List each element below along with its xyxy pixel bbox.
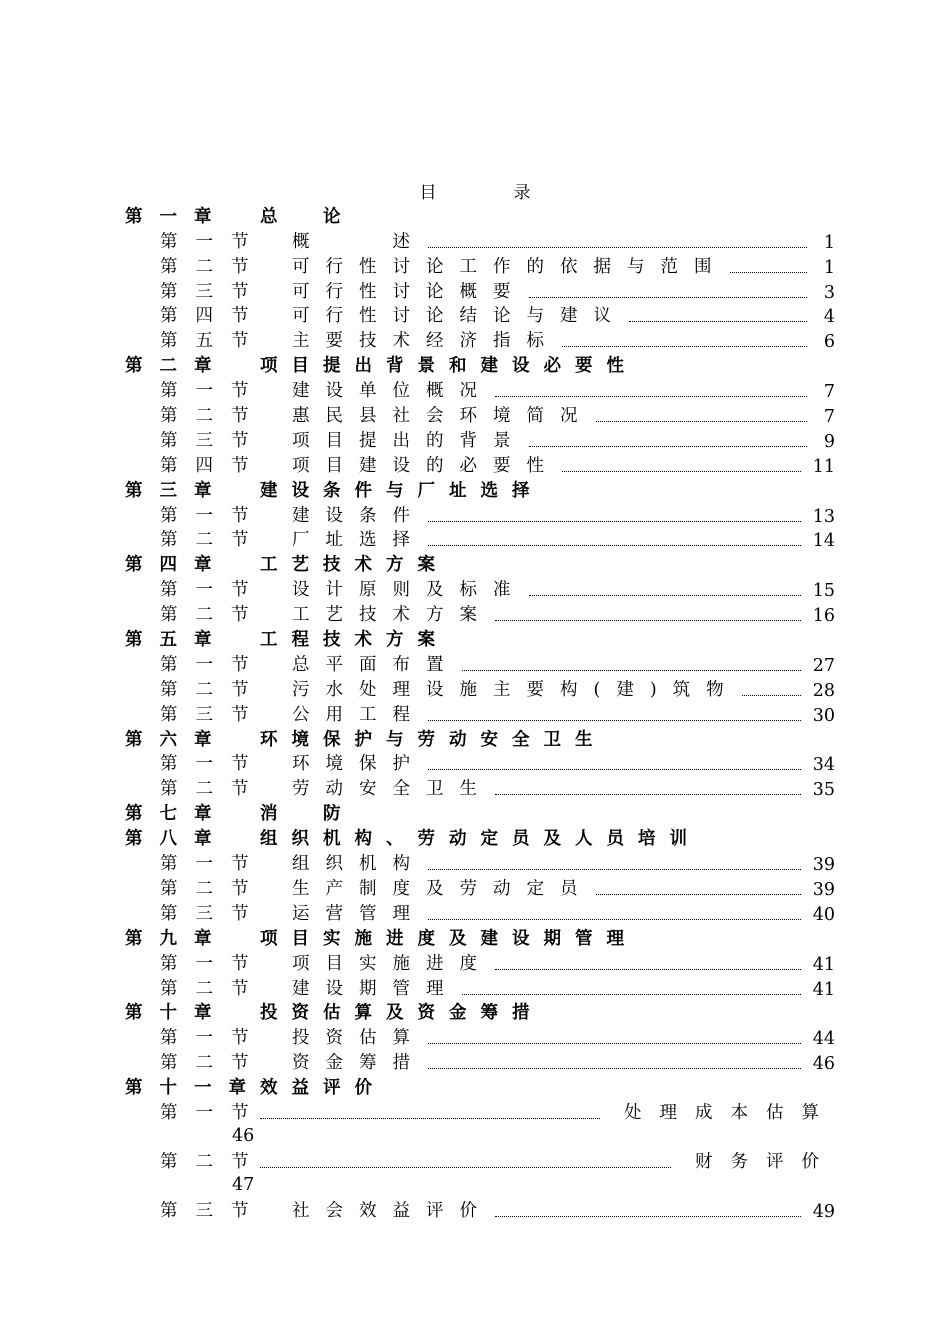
section-number: 第一节 bbox=[160, 1028, 267, 1049]
dot-leader bbox=[495, 969, 801, 970]
toc-entry[interactable] bbox=[125, 676, 837, 701]
dot-leader bbox=[428, 545, 801, 546]
page-number: 9 bbox=[823, 431, 835, 452]
toc-entry[interactable] bbox=[125, 601, 837, 626]
chapter-title: 工艺技术方案 bbox=[260, 555, 449, 576]
page-number: 49 bbox=[812, 1201, 835, 1222]
section-title: 社会效益评价 bbox=[292, 1200, 493, 1221]
section-title: 公用工程 bbox=[292, 704, 426, 725]
chapter-number: 第三章 bbox=[125, 480, 229, 501]
dot-leader bbox=[495, 794, 801, 795]
section-title: 运营管理 bbox=[292, 903, 426, 924]
section-title: 污水处理设施主要构(建)筑物 bbox=[292, 679, 740, 700]
dot-leader bbox=[428, 869, 801, 870]
toc-entry[interactable] bbox=[125, 751, 837, 776]
section-number: 第一节 bbox=[160, 1103, 267, 1124]
chapter-title: 投资估算及资金筹措 bbox=[260, 1003, 544, 1024]
section-title: 环境保护 bbox=[292, 754, 426, 775]
page-number: 14 bbox=[812, 531, 835, 552]
section-title: 可行性讨论工作的依据与范围 bbox=[292, 256, 728, 277]
section-title: 项目实施进度 bbox=[292, 953, 493, 974]
section-title: 生产制度及劳动定员 bbox=[292, 878, 594, 899]
section-number: 第二节 bbox=[160, 530, 267, 551]
page-number: 30 bbox=[812, 705, 835, 726]
dot-leader bbox=[562, 471, 801, 472]
section-title: 建设期管理 bbox=[292, 978, 460, 999]
section-title: 劳动安全卫生 bbox=[292, 779, 493, 800]
toc-entry[interactable] bbox=[125, 402, 837, 427]
chapter-number: 第五章 bbox=[125, 630, 229, 651]
page-number: 27 bbox=[812, 655, 835, 676]
dot-leader bbox=[529, 446, 808, 447]
page-number: 15 bbox=[812, 581, 835, 602]
page-number: 1 bbox=[823, 257, 835, 278]
toc-entry[interactable] bbox=[125, 502, 837, 527]
section-title: 项目提出的背景 bbox=[292, 430, 527, 451]
toc-entry[interactable] bbox=[125, 1024, 837, 1049]
page-number: 7 bbox=[823, 407, 835, 428]
chapter-title: 消 防 bbox=[260, 804, 355, 825]
dot-leader bbox=[529, 297, 808, 298]
toc-entry[interactable] bbox=[125, 850, 837, 875]
toc-entry[interactable] bbox=[125, 253, 837, 278]
toc-entry[interactable] bbox=[125, 576, 837, 601]
page-number: 28 bbox=[812, 680, 835, 701]
page-title: 目 录 bbox=[419, 183, 561, 203]
dot-leader bbox=[495, 620, 801, 621]
section-number: 第五节 bbox=[160, 331, 267, 352]
page-number: 46 bbox=[812, 1054, 835, 1075]
section-number: 第四节 bbox=[160, 306, 267, 327]
section-title: 可行性讨论概要 bbox=[292, 281, 527, 302]
page-number: 44 bbox=[812, 1029, 835, 1050]
page-number: 11 bbox=[812, 456, 835, 477]
page-number: 41 bbox=[812, 954, 835, 975]
section-number: 第四节 bbox=[160, 455, 267, 476]
dot-leader bbox=[742, 695, 801, 696]
table-of-contents bbox=[125, 203, 837, 1222]
section-title: 惠民县社会环境简况 bbox=[292, 406, 594, 427]
dot-leader bbox=[260, 1167, 671, 1168]
chapter-number: 第九章 bbox=[125, 928, 229, 949]
chapter-title: 项目实施进度及建设期管理 bbox=[260, 928, 638, 949]
page-number: 40 bbox=[812, 904, 835, 925]
dot-leader bbox=[596, 894, 801, 895]
toc-chapter bbox=[125, 1074, 837, 1099]
section-number: 第一节 bbox=[160, 381, 267, 402]
page-number: 46 bbox=[232, 1126, 255, 1147]
section-number: 第二节 bbox=[160, 605, 267, 626]
chapter-title: 总 论 bbox=[260, 206, 355, 227]
section-title: 总平面布置 bbox=[292, 654, 460, 675]
toc-entry[interactable] bbox=[125, 875, 837, 900]
dot-leader bbox=[428, 919, 801, 920]
section-title: 工艺技术方案 bbox=[292, 605, 493, 626]
dot-leader bbox=[596, 421, 808, 422]
section-title: 主要技术经济指标 bbox=[292, 331, 560, 352]
section-title: 厂址选择 bbox=[292, 530, 426, 551]
dot-leader bbox=[529, 595, 801, 596]
toc-entry[interactable] bbox=[125, 1197, 837, 1222]
page-number: 3 bbox=[823, 282, 835, 303]
page-number: 6 bbox=[823, 332, 835, 353]
section-number: 第二节 bbox=[160, 978, 267, 999]
section-title: 处理成本估算 bbox=[624, 1103, 837, 1124]
dot-leader bbox=[428, 769, 801, 770]
section-number: 第一节 bbox=[160, 580, 267, 601]
chapter-title: 工程技术方案 bbox=[260, 630, 449, 651]
dot-leader bbox=[629, 321, 807, 322]
section-title: 可行性讨论结论与建议 bbox=[292, 306, 627, 327]
section-number: 第二节 bbox=[160, 406, 267, 427]
section-number: 第二节 bbox=[160, 1152, 267, 1173]
page-number: 41 bbox=[812, 979, 835, 1000]
toc-entry[interactable] bbox=[125, 377, 837, 402]
toc-chapter bbox=[125, 626, 837, 651]
toc-entry[interactable] bbox=[125, 900, 837, 925]
dot-leader bbox=[495, 1216, 801, 1217]
section-title: 建设条件 bbox=[292, 505, 426, 526]
toc-entry[interactable] bbox=[125, 1049, 837, 1074]
toc-chapter bbox=[125, 726, 837, 751]
chapter-number: 第四章 bbox=[125, 555, 229, 576]
toc-chapter bbox=[125, 551, 837, 576]
section-number: 第二节 bbox=[160, 256, 267, 277]
section-number: 第一节 bbox=[160, 231, 267, 252]
chapter-title: 环境保护与劳动安全卫生 bbox=[260, 729, 607, 750]
section-number: 第三节 bbox=[160, 1200, 267, 1221]
toc-chapter bbox=[125, 925, 837, 950]
toc-entry[interactable] bbox=[125, 1148, 837, 1197]
chapter-number: 第一章 bbox=[125, 206, 229, 227]
chapter-number: 第十章 bbox=[125, 1003, 229, 1024]
page-number: 16 bbox=[812, 606, 835, 627]
toc-entry[interactable] bbox=[125, 527, 837, 552]
section-number: 第一节 bbox=[160, 754, 267, 775]
toc-chapter bbox=[125, 1000, 837, 1025]
dot-leader bbox=[462, 994, 801, 995]
toc-chapter bbox=[125, 477, 837, 502]
dot-leader bbox=[260, 1118, 600, 1119]
section-number: 第三节 bbox=[160, 430, 267, 451]
page-number: 13 bbox=[812, 506, 835, 527]
chapter-number: 第十一章 bbox=[125, 1078, 263, 1099]
dot-leader bbox=[428, 1068, 801, 1069]
section-title: 投资估算 bbox=[292, 1028, 426, 1049]
page-number: 47 bbox=[232, 1175, 255, 1196]
section-number: 第三节 bbox=[160, 281, 267, 302]
chapter-title: 项目提出背景和建设必要性 bbox=[260, 356, 638, 377]
section-number: 第一节 bbox=[160, 854, 267, 875]
section-number: 第三节 bbox=[160, 903, 267, 924]
section-number: 第二节 bbox=[160, 878, 267, 899]
section-number: 第三节 bbox=[160, 704, 267, 725]
section-title: 建设单位概况 bbox=[292, 381, 493, 402]
section-number: 第二节 bbox=[160, 779, 267, 800]
section-title: 项目建设的必要性 bbox=[292, 455, 560, 476]
toc-entry[interactable] bbox=[125, 651, 837, 676]
section-number: 第一节 bbox=[160, 953, 267, 974]
toc-entry[interactable] bbox=[125, 303, 837, 328]
chapter-number: 第二章 bbox=[125, 356, 229, 377]
section-number: 第一节 bbox=[160, 505, 267, 526]
page-number: 34 bbox=[812, 755, 835, 776]
dot-leader bbox=[428, 1043, 801, 1044]
dot-leader bbox=[562, 346, 807, 347]
section-number: 第二节 bbox=[160, 679, 267, 700]
dot-leader bbox=[462, 670, 801, 671]
page-number: 35 bbox=[812, 780, 835, 801]
dot-leader bbox=[730, 272, 808, 273]
toc-chapter bbox=[125, 825, 837, 850]
chapter-number: 第七章 bbox=[125, 804, 229, 825]
section-title: 财务评价 bbox=[695, 1152, 837, 1173]
toc-entry[interactable] bbox=[125, 452, 837, 477]
toc-entry[interactable] bbox=[125, 775, 837, 800]
toc-entry[interactable] bbox=[125, 701, 837, 726]
section-number: 第二节 bbox=[160, 1053, 267, 1074]
page-number: 39 bbox=[812, 855, 835, 876]
toc-entry[interactable] bbox=[125, 228, 837, 253]
section-number: 第一节 bbox=[160, 654, 267, 675]
toc-entry[interactable] bbox=[125, 427, 837, 452]
chapter-title: 组织机构、劳动定员及人员培训 bbox=[260, 829, 701, 850]
toc-chapter bbox=[125, 800, 837, 825]
page-number: 39 bbox=[812, 879, 835, 900]
dot-leader bbox=[428, 247, 807, 248]
chapter-number: 第六章 bbox=[125, 729, 229, 750]
section-title: 设计原则及标准 bbox=[292, 580, 527, 601]
chapter-number: 第八章 bbox=[125, 829, 229, 850]
section-title: 组织机构 bbox=[292, 854, 426, 875]
dot-leader bbox=[428, 720, 801, 721]
dot-leader bbox=[495, 396, 807, 397]
toc-chapter bbox=[125, 203, 837, 228]
toc-entry[interactable] bbox=[125, 278, 837, 303]
chapter-title: 建设条件与厂址选择 bbox=[260, 480, 544, 501]
page-number: 4 bbox=[823, 307, 835, 328]
toc-entry[interactable] bbox=[125, 950, 837, 975]
toc-entry[interactable] bbox=[125, 327, 837, 352]
toc-chapter bbox=[125, 352, 837, 377]
toc-entry[interactable] bbox=[125, 1099, 837, 1148]
page-number: 1 bbox=[823, 232, 835, 253]
section-title: 概 述 bbox=[292, 231, 426, 252]
section-title: 资金筹措 bbox=[292, 1053, 426, 1074]
toc-entry[interactable] bbox=[125, 975, 837, 1000]
page-number: 7 bbox=[823, 382, 835, 403]
chapter-title: 效益评价 bbox=[260, 1078, 386, 1099]
dot-leader bbox=[428, 521, 801, 522]
